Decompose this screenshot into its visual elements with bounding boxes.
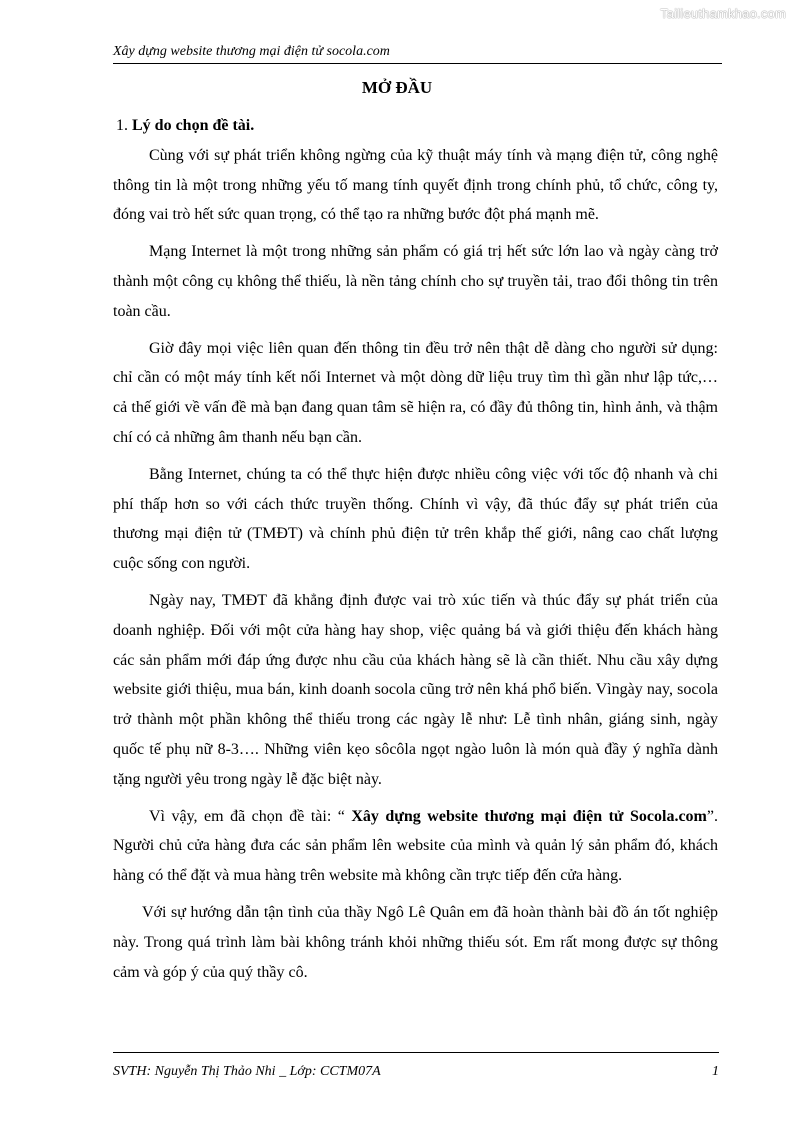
footer-author: SVTH: Nguyễn Thị Thảo Nhi _ Lớp: CCTM07A <box>113 1064 381 1079</box>
section-number: 1. <box>116 117 128 134</box>
running-footer <box>113 1052 719 1080</box>
paragraph-1: Cùng với sự phát triển không ngừng của kỹ thuật máy tính và mạng điện tử, công nghệ thông tin là một trong những yếu tố mang tính quyết định trong chính phủ, tổ chức, công ty, đóng vai trò hết sức quan trọng, có thể tạo ra những bước đột phá mạnh mẽ. <box>113 146 718 224</box>
project-topic: Xây dựng website thương mại điện tử Socola.com <box>351 807 707 825</box>
paragraph-3: Giờ đây mọi việc liên quan đến thông tin đều trở nên thật dễ dàng cho người sử dụng: chỉ cần có một máy tính kết nối Internet và một dòng dữ liệu truy tìm thì gần như lập tức,… cả thế giới về vấn đề mà bạn đang quan tâm sẽ hiện ra, có đầy đủ thông tin, hình ảnh, và thậm chí có cả những âm thanh nếu bạn cần. <box>113 339 718 446</box>
paragraph-2: Mạng Internet là một trong những sản phẩm có giá trị hết sức lớn lao và ngày càng trở thành một công cụ không thể thiếu, là nền tảng chính cho sự truyền tải, trao đổi thông tin trên toàn cầu. <box>113 243 718 320</box>
running-header <box>113 44 722 64</box>
watermark: Tailieuthamkhao.com <box>660 6 786 21</box>
page-number: 1 <box>712 1064 719 1079</box>
document-body <box>113 111 718 987</box>
paragraph-6-lead: Vì vậy, em đã chọn đề tài: “ <box>149 807 352 825</box>
section-title: Lý do chọn đề tài. <box>132 117 255 134</box>
page-title: MỞ ĐẦU <box>361 78 433 97</box>
paragraph-7: Với sự hướng dẫn tận tình của thầy Ngô Lê Quân em đã hoàn thành bài đồ án tốt nghiệp này. Trong quá trình làm bài không tránh khỏi những thiếu sót. Em rất mong được sự thông cảm và góp ý của quý thầy cô. <box>113 903 718 981</box>
paragraph-6 <box>113 802 718 891</box>
paragraph-6-rest: ”. Người chủ cửa hàng đưa các sản phẩm lên website của mình và quản lý sản phẩm đó, khách hàng có thể đặt và mua hàng trên website mà không cần trực tiếp đến cửa hàng. <box>113 807 718 885</box>
section-heading <box>113 111 718 141</box>
paragraph-5: Ngày nay, TMĐT đã khẳng định được vai trò xúc tiến và thúc đẩy sự phát triển của doanh nghiệp. Đối với một cửa hàng hay shop, việc quảng bá và giới thiệu đến khách hàng các sản phẩm mới đáp ứng được nhu cầu của khách hàng sẽ là cần thiết. Nhu cầu xây dựng website giới thiệu, mua bán, kinh doanh socola cũng trở nên khá phổ biến. Vìngày nay, socola trở thành một phần không thể thiếu trong các ngày lễ như: Lễ tình nhân, giáng sinh, ngày quốc tế phụ nữ 8-3…. Những viên kẹo sôcôla ngọt ngào luôn là món quà đầy ý nghĩa dành tặng người yêu trong ngày lễ đặc biệt này. <box>113 591 718 788</box>
header-title: Xây dựng website thương mại điện tử socola.com <box>113 44 390 59</box>
paragraph-4: Bằng Internet, chúng ta có thể thực hiện được nhiều công việc với tốc độ nhanh và chi phí thấp hơn so với cách thức truyền thống. Chính vì vậy, đã thúc đẩy sự phát triển của thương mại điện tử (TMĐT) và chính phủ điện tử trên khắp thế giới, nâng cao chất lượng cuộc sống con người. <box>113 465 718 573</box>
